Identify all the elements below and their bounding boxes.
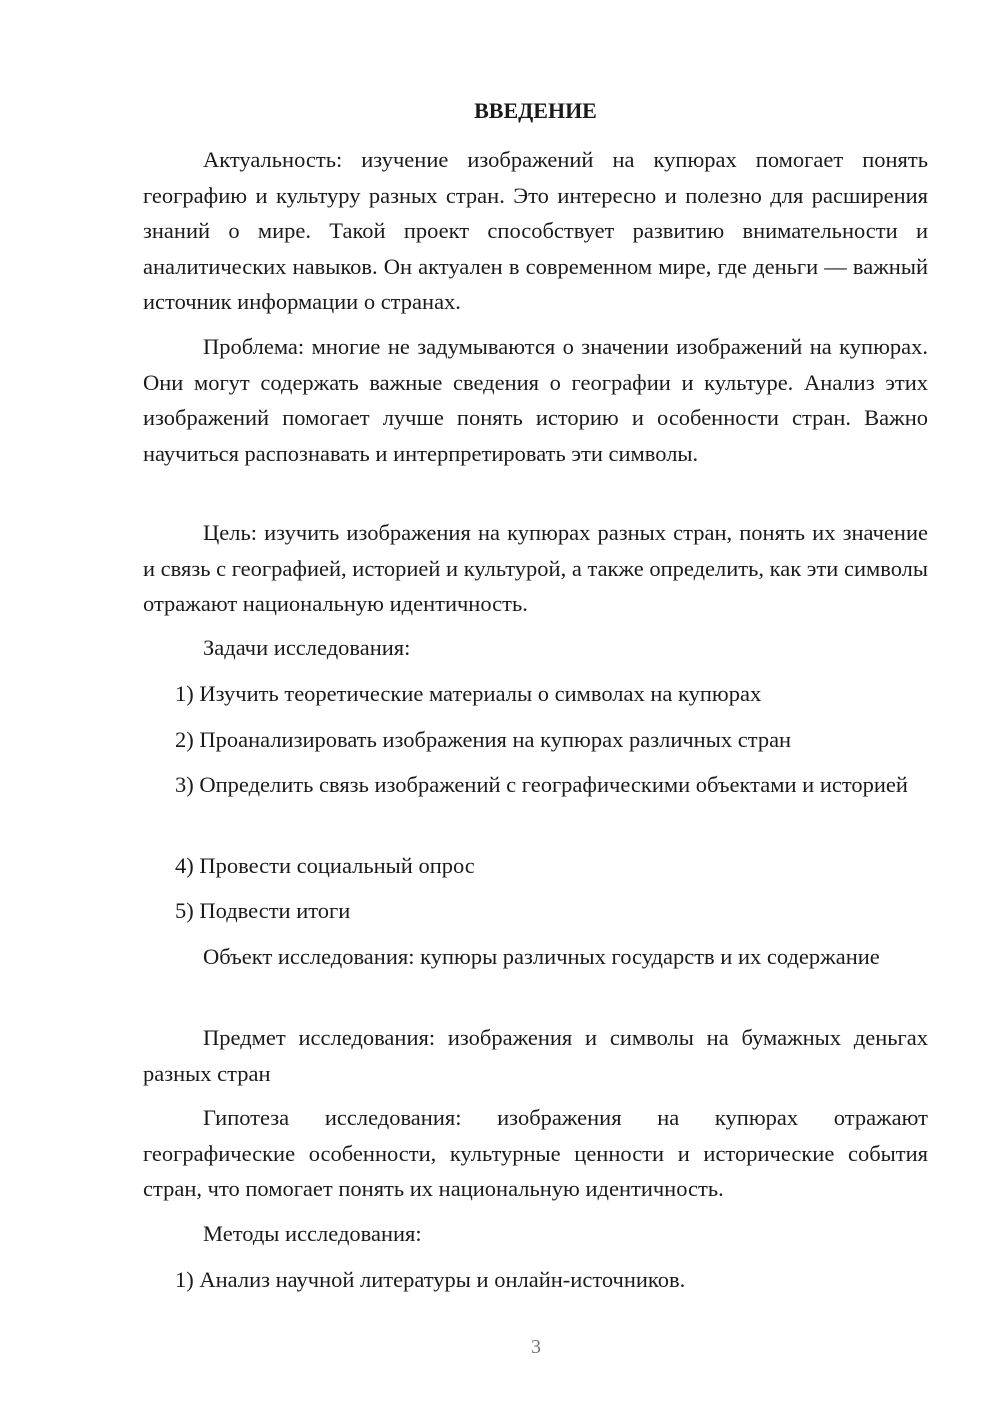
list-item: 1) Анализ научной литературы и онлайн-источников. (175, 1267, 686, 1292)
paragraph-object: Объект исследования: купюры различных государств и их содержание (203, 944, 880, 969)
paragraph-hypothesis: Гипотеза исследования: изображения на купюрах отражают географические особенности, культурные ценности и исторические события стран, что помогает понять их национальную идентичность. (143, 1105, 928, 1201)
list-item: 5) Подвести итоги (175, 898, 351, 923)
paragraph-subject: Предмет исследования: изображения и символы на бумажных деньгах разных стран (143, 1025, 928, 1086)
page-number: 3 (531, 1336, 541, 1358)
list-item: 4) Провести социальный опрос (175, 853, 475, 878)
list-item: 2) Проанализировать изображения на купюрах различных стран (175, 727, 792, 752)
paragraph-relevance: Актуальность: изучение изображений на купюрах помогает понять географию и культуру разных стран. Это интересно и полезно для расширения знаний о мире. Такой проект способствует развитию внимательности и аналитических навыков. Он актуален в современном мире, где деньги — важный источник информации о странах. (143, 147, 928, 314)
paragraph-methods-title: Методы исследования: (203, 1221, 422, 1246)
section-heading: ВВЕДЕНИЕ (474, 98, 597, 123)
list-item: 3) Определить связь изображений с географическими объектами и историей (175, 772, 908, 797)
paragraph-tasks-title: Задачи исследования: (203, 635, 411, 660)
paragraph-goal: Цель: изучить изображения на купюрах разных стран, понять их значение и связь с географией, историей и культурой, а также определить, как эти символы отражают национальную идентичность. (143, 520, 928, 616)
paragraph-problem: Проблема: многие не задумываются о значении изображений на купюрах. Они могут содержать важные сведения о географии и культуре. Анализ этих изображений помогает лучше понять историю и особенности стран. Важно научиться распознавать и интерпретировать эти символы. (143, 334, 928, 466)
list-item: 1) Изучить теоретические материалы о символах на купюрах (175, 681, 762, 706)
